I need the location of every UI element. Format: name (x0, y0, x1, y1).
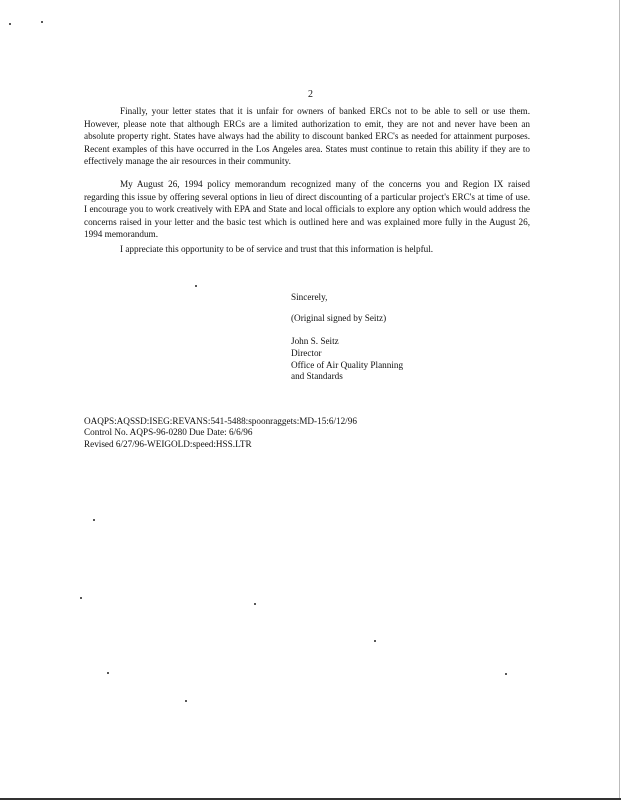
scan-speck (93, 519, 95, 521)
scan-speck (505, 673, 507, 675)
scan-speck (107, 672, 109, 674)
routing-footer (84, 416, 357, 450)
signature-block (291, 336, 403, 383)
paragraph-appreciation: I appreciate this opportunity to be of service and trust that this information is helpful. (120, 244, 434, 254)
paragraph-erc-property-right: Finally, your letter states that it is unfair for owners of banked ERCs not to be able to sell or use them. However, please note that although ERCs are a limited authorization to emit, they are not and never have been an absolute property right. States have always had the ability to discount banked ERC's as needed for attainment purposes. Recent examples of this have occurred in the Los Angeles area. States must continue to retain this ability if they are to effectively manage the air resources in their community. (84, 106, 530, 167)
scan-speck (185, 700, 187, 702)
scan-speck (195, 285, 197, 287)
closing-salutation: Sincerely, (291, 292, 328, 302)
signer-name: John S. Seitz (291, 336, 339, 346)
scan-speck (80, 597, 82, 599)
scan-speck (374, 640, 376, 642)
paragraph-policy-memorandum: My August 26, 1994 policy memorandum recognized many of the concerns you and Region IX raised regarding this issue by offering several options in lieu of direct discounting of a particular project's ERC's at time of use. I encourage you to work creatively with EPA and State and local officials to explore any option which would address the concerns raised in your letter and the basic test which is outlined here and was explained more fully in the August 26, 1994 memorandum. (84, 179, 530, 240)
original-signature-note: (Original signed by Seitz) (291, 313, 387, 323)
page-number: 2 (308, 89, 313, 100)
scan-speck (9, 23, 11, 25)
signer-office-continued: and Standards (291, 371, 343, 382)
signer-office: Office of Air Quality Planning (291, 359, 404, 370)
footer-routing-line: OAQPS:AQSSD:ISEG:REVANS:541-5488:spoonraggets:MD-15:6/12/96 (84, 416, 357, 426)
scan-speck (254, 603, 256, 605)
signer-title: Director (291, 347, 322, 358)
footer-control-line: Control No. AQPS-96-0280 Due Date: 6/6/96 (84, 427, 253, 438)
scan-edge-right (619, 0, 620, 800)
footer-revision-line: Revised 6/27/96-WEIGOLD:speed:HSS.LTR (84, 438, 252, 449)
scan-speck (41, 21, 43, 23)
